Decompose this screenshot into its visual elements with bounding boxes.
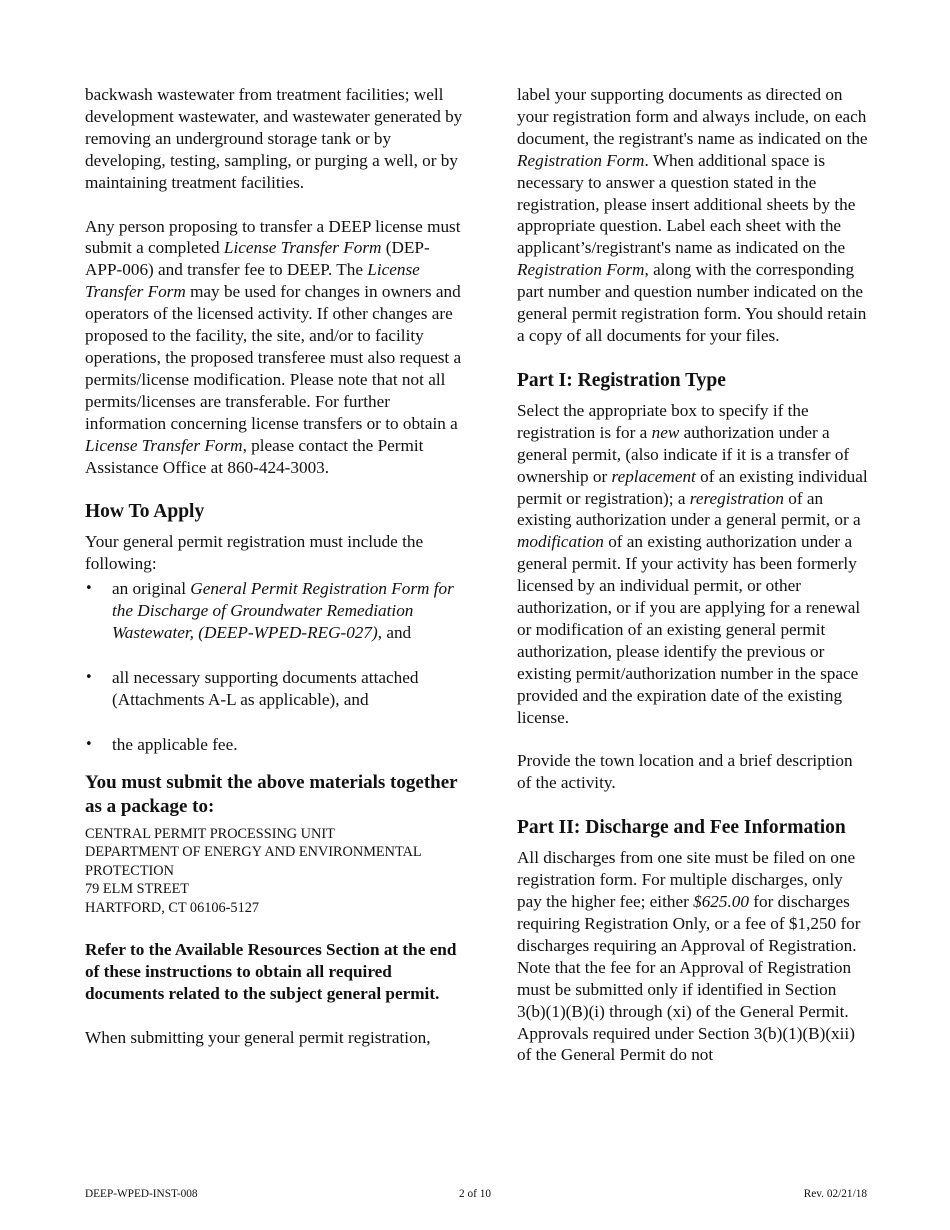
list-item: • an original General Permit Registration Form for the Discharge of Groundwater Remediation Wastewater, (DEEP-WPED-REG-027), and <box>85 579 454 643</box>
how-to-apply-intro: Your general permit registration must include the following: <box>85 532 424 574</box>
document-id: DEEP-WPED-INST-008 <box>85 1188 198 1200</box>
bullet-icon: • <box>85 736 93 752</box>
bullet-icon: • <box>85 581 93 597</box>
mailing-address: CENTRAL PERMIT PROCESSING UNIT DEPARTMENT OF ENERGY AND ENVIRONMENTAL PROTECTION 79 ELM STREET HARTFORD, CT 06106-5127 <box>85 825 422 916</box>
list-item: • the applicable fee. <box>85 734 238 754</box>
part2-heading: Part II: Discharge and Fee Information <box>517 817 846 839</box>
how-to-apply-heading: How To Apply <box>85 501 205 523</box>
town-location-paragraph: Provide the town location and a brief description of the activity. <box>517 751 853 793</box>
submit-heading: You must submit the above materials together as a package to: <box>85 771 458 817</box>
license-transfer-paragraph: Any person proposing to transfer a DEEP license must submit a completed License Transfer Form (DEP-APP-006) and transfer fee to DEEP. The License Transfer Form may be used for changes in owners and operators of the licensed activity. If other changes are proposed to the facility, the site, and/or to facility operations, the proposed transferee must also request a permits/license modification. Please note that not all permits/licenses are transferable. For further information concerning license transfers or to obtain a License Transfer Form, please contact the Permit Assistance Office at 860-424-3003. <box>85 216 462 477</box>
discharge-fee-paragraph: All discharges from one site must be filed on one registration form. For multiple discharges, only pay the higher fee; either $625.00 for discharges requiring Registration Only, or a fee of $1,250 for discharges requiring an Approval of Registration. Note that the fee for an Approval of Registration must be submitted only if identified in Section 3(b)(1)(B)(i) through (xi) of the General Permit. Approvals required under Section 3(b)(1)(B)(xii) of the General Permit do not <box>517 848 861 1065</box>
registration-type-paragraph: Select the appropriate box to specify if the registration is for a new authorization under a general permit, (also indicate if it is a transfer of ownership or replacement of an existing individual permit or registration); a reregistration of an existing authorization under a general permit, or a modification of an existing authorization under a general permit. If your activity has been formerly licensed by an individual permit, or other authorization, or if you are applying for a renewal or modification of an existing general permit authorization, please identify the previous or existing permit/authorization number in the space provided and the expiration date of the existing license. <box>517 400 868 727</box>
bullet-icon: • <box>85 669 93 685</box>
list-item: • all necessary supporting documents attached (Attachments A-L as applicable), and <box>85 667 419 709</box>
available-resources-note: Refer to the Available Resources Section at the end of these instructions to obtain all required documents related to the subject general permit. <box>85 940 457 1003</box>
page-number: 2 of 10 <box>458 1188 491 1200</box>
part1-heading: Part I: Registration Type <box>517 369 726 391</box>
supporting-documents-paragraph: label your supporting documents as directed on your registration form and always include, on each document, the registrant's name as indicated on the Registration Form. When additional space is necessary to answer a question stated in the registration, please insert additional sheets by the appropriate question. Label each sheet with the applicant’s/registrant's name as indicated on the Registration Form, along with the corresponding part number and question number indicated on the general permit registration form. You should retain a copy of all documents for your files. <box>517 85 868 345</box>
submission-paragraph: When submitting your general permit registration, <box>85 1027 431 1047</box>
right-column <box>517 84 869 1066</box>
intro-paragraph: backwash wastewater from treatment facilities; well development wastewater, and wastewater generated by removing an underground storage tank or by developing, testing, sampling, or purging a well, or by maintaining treatment facilities. <box>85 85 463 192</box>
requirements-list <box>85 578 465 755</box>
revision-date: Rev. 02/21/18 <box>803 1188 867 1200</box>
left-column <box>85 84 465 1049</box>
